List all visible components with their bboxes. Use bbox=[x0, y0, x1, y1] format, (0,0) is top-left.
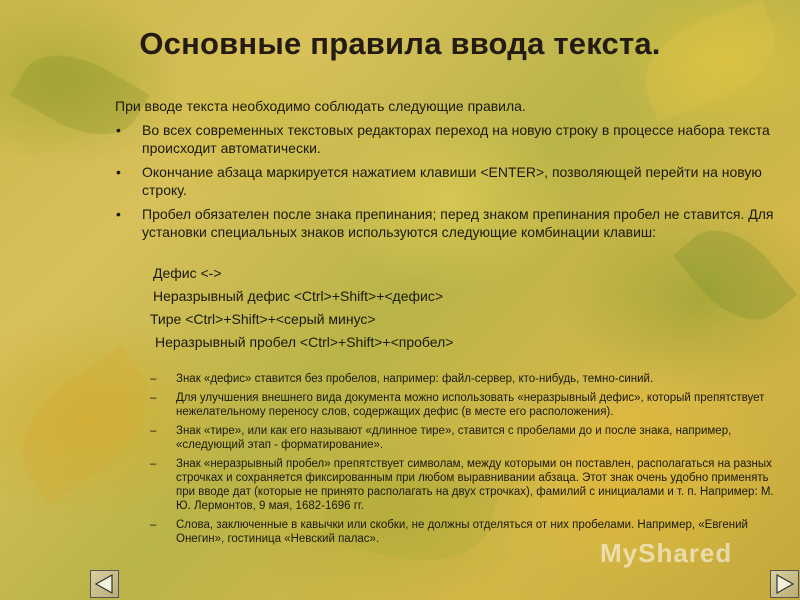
left-triangle-icon bbox=[91, 571, 118, 597]
bullet-item: • Окончание абзаца маркируется нажатием клавиши <ENTER>, позволяющей перейти на новую строку. bbox=[116, 163, 776, 199]
bullet-item: • Во всех современных текстовых редакторах переход на новую строку в процессе набора текста происходит автоматически. bbox=[116, 121, 776, 157]
prev-slide-button[interactable] bbox=[90, 570, 119, 598]
intro-text: При вводе текста необходимо соблюдать следующие правила. bbox=[115, 98, 526, 114]
note-item: – Знак «дефис» ставится без пробелов, например: файл-сервер, кто-нибудь, темно-синий. bbox=[150, 372, 780, 386]
key-combo-dash: Тире <Ctrl>+Shift>+<серый минус> bbox=[150, 311, 376, 327]
leaf-decoration bbox=[0, 345, 172, 505]
watermark: MyShared bbox=[600, 538, 733, 568]
slide-title: Основные правила ввода текста. bbox=[139, 26, 661, 61]
key-combo-hyphen: Дефис <-> bbox=[153, 265, 222, 281]
note-item: – Для улучшения внешнего вида документа можно использовать «неразрывный дефис», который препятствует нежелательному переносу слов, содержащих дефис (в месте его расположения). bbox=[150, 391, 780, 419]
right-triangle-icon bbox=[771, 571, 798, 597]
bullet-list bbox=[116, 121, 776, 247]
key-combo-nonbreaking-space: Неразрывный пробел <Ctrl>+Shift>+<пробел> bbox=[155, 334, 454, 350]
note-item: – Знак «неразрывный пробел» препятствует символам, между которыми он поставлен, располагаться на разных строчках и сохраняется фиксированным при любом выравнивании абзаца. Этот знак очень удобно применять при вводе дат (которые не принято располагать на двух строчках), фамилий с инициалами и т. п. Например: М. Ю. Лермонтов, 9 мая, 1682-1696 гг. bbox=[150, 457, 780, 513]
bullet-item: • Пробел обязателен после знака препинания; перед знаком препинания пробел не ставится. Для установки специальных знаков используются следующие комбинации клавиш: bbox=[116, 205, 776, 241]
key-combo-nonbreaking-hyphen: Неразрывный дефис <Ctrl>+Shift>+<дефис> bbox=[153, 288, 444, 304]
note-item: – Знак «тире», или как его называют «длинное тире», ставится с пробелами до и после знака, например, «следующий этап - форматирование». bbox=[150, 424, 780, 452]
notes-list bbox=[150, 372, 780, 551]
next-slide-button[interactable] bbox=[770, 570, 799, 598]
note-item: – Слова, заключенные в кавычки или скобки, не должны отделяться от них пробелами. Например, «Евгений Онегин», гостиница «Невский палас». bbox=[150, 518, 780, 546]
